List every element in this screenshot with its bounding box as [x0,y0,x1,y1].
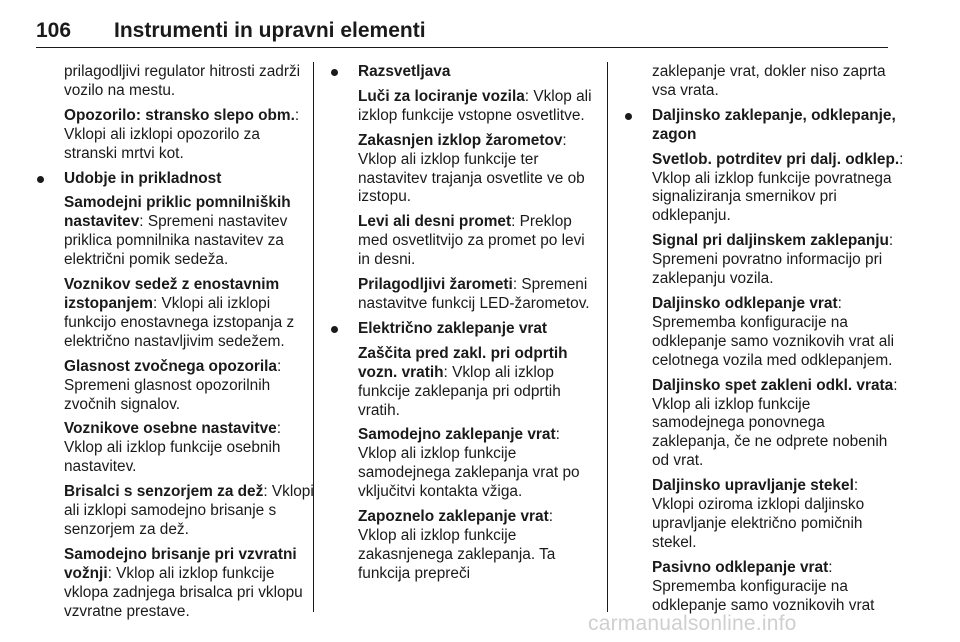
column-divider-right [607,62,608,612]
setting-description: : Vklopi ali izklopi samodejno brisanje s senzorjem za dež. [64,483,314,538]
setting-label: Signal pri daljinskem zaklepanju [652,232,889,250]
column-middle [358,63,594,590]
setting-label: Opozorilo: stransko slepo obm. [64,106,295,124]
setting-description: : Vklop ali izklop funkcije zaklepanja pri odprtih vratih. [358,363,561,419]
watermark: carmanualsonline.info [588,612,797,635]
setting-entry [358,426,594,502]
setting-description: : Spremeni povratno informacijo pri zaklepanju vozila. [652,232,894,288]
setting-description: : Vklop ali izklop funkcije samodejnega ponovnega zaklepanja, če ne odprete nobenih od vrat. [652,376,898,470]
setting-description: : Vklop ali izklop funkcije vklopa zadnjega brisalca pri vklopu vzvratne prestave. [64,564,303,620]
section-bullet: Električno zaklepanje vrat [358,320,594,339]
setting-description: : Vklop ali izklop funkcije povratnega signaliziranja smernikov pri odklepanju. [652,150,904,225]
setting-entry [64,276,316,352]
page-header [36,8,888,48]
setting-label: Voznikov sedež z enostavnim izstopanjem [64,276,280,312]
setting-label: Luči za lociranje vozila [358,87,525,105]
setting-label: Zaščita pred zakl. pri odprtih vozn. vratih [358,344,568,381]
page-title: Instrumenti in upravni elementi [114,19,426,42]
setting-description: : Preklop med osvetlitvijo za promet po levi in desni. [358,213,585,269]
setting-label: Daljinsko upravljanje stekel [652,477,854,495]
setting-description: : Spremeni nastavitev priklica pomnilnika nastavitev za električni pomik sedeža. [64,213,288,269]
section-bullet: Razsvetljava [358,63,594,82]
setting-description: : Vklopi oziroma izklopi daljinsko upravljanje električno pomičnih stekel. [652,477,865,551]
setting-label: Prilagodljivi žarometi [358,276,513,294]
setting-description: : Vklop ali izklop funkcije osebnih nastavitev. [64,420,281,476]
setting-description: : Vklopi ali izklopi funkcijo enostavnega izstopanja z električno nastavljivim sedežem. [64,294,295,350]
setting-entry [358,88,594,126]
setting-description: : Vklop ali izklop funkcije vstopne osvetlitve. [358,87,592,124]
setting-label: Levi ali desni promet [358,213,512,231]
setting-entry [652,295,904,371]
setting-entry [64,107,316,164]
setting-label: Daljinsko odklepanje vrat [652,294,838,312]
column-left [64,63,316,627]
setting-description: : Spremeni nastavitve funkcij LED-žarometov. [358,276,590,312]
setting-description: : Vklop ali izklop funkcije ter nastavitev trajanja osvetlite ve ob izstopu. [358,131,585,206]
setting-entry [358,276,594,314]
setting-label: Zapoznelo zaklepanje vrat [358,508,549,526]
setting-entry [652,232,904,289]
setting-label: Zakasnjen izklop žarometov [358,131,563,149]
setting-entry [64,546,316,622]
setting-entry [358,508,594,584]
setting-entry [652,559,904,616]
setting-label: Voznikove osebne nastavitve [64,420,277,438]
setting-description: : Vklop ali izklop funkcije samodejnega zaklepanja vrat po vključitvi kontakta vžiga. [358,426,580,501]
paragraph: prilagodljivi regulator hitrosti zadrži vozilo na mestu. [64,63,301,99]
setting-entry [64,483,316,540]
setting-label: Brisalci s senzorjem za dež [64,483,264,501]
setting-label: Samodejno zaklepanje vrat [358,426,556,444]
setting-entry [358,132,594,208]
setting-label: Daljinsko spet zakleni odkl. vrata [652,376,894,394]
setting-entry [652,151,904,227]
setting-label: Samodejno brisanje pri vzvratni vožnji [64,545,297,582]
section-bullet: Daljinsko zaklepanje, odklepanje, zagon [652,107,904,145]
section-bullet: Udobje in prikladnost [64,170,316,189]
setting-label: Samodejni priklic pomnilniških nastavitev [64,194,291,231]
setting-description: : Sprememba konfiguracije na odklepanje samo voznikovih vrat ali celotnega vozila med odklepanjem. [652,294,895,369]
setting-description: : Vklopi ali izklopi opozorilo za stranski mrtvi kot. [64,106,300,162]
column-right [652,63,904,621]
setting-entry [64,420,316,477]
setting-entry [652,477,904,553]
setting-entry [358,213,594,270]
setting-label: Pasivno odklepanje vrat [652,558,829,576]
setting-description: : Sprememba konfiguracije na odklepanje samo voznikovih vrat [652,558,875,614]
setting-entry [64,358,316,415]
setting-label: Svetlob. potrditev pri dalj. odklep. [652,150,900,168]
setting-label: Glasnost zvočnega opozorila [64,357,277,375]
setting-description: : Vklop ali izklop funkcije zakasnjenega zaklepanja. Ta funkcija prepreči [358,508,556,582]
setting-entry [64,194,316,270]
setting-entry [358,345,594,421]
setting-description: : Spremeni glasnost opozorilnih zvočnih signalov. [64,357,282,413]
paragraph: zaklepanje vrat, dokler niso zaprta vsa vrata. [652,63,886,99]
page-number: 106 [36,19,72,42]
setting-entry [652,377,904,472]
